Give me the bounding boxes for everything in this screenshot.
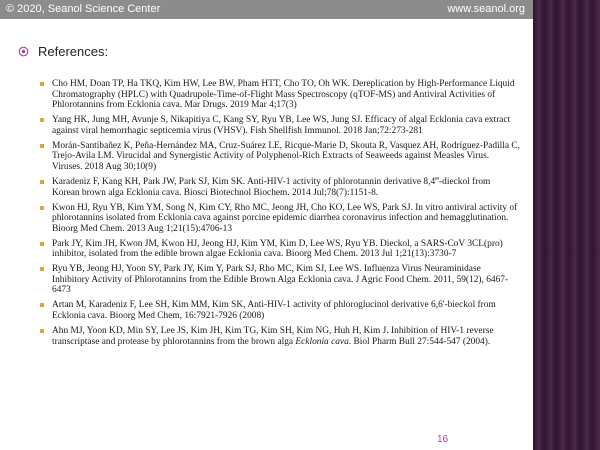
reference-text: Park JY, Kim JH, Kwon JM, Kwon HJ, Jeong HJ, Kim YM, Kim D, Lee WS, Ryu YB. Dieckol, a SARS-CoV 3CL(pro) inhibitor, isolated from the edible brown algae Ecklonia cava. Bioorg Med Chem. 2013 Jul 1;21(13):3730-7 [52, 238, 503, 260]
reference-text-species: Ecklonia cava [295, 336, 349, 347]
reference-item [40, 203, 520, 235]
reference-item [40, 141, 520, 173]
reference-item [40, 115, 520, 136]
reference-item [40, 239, 520, 260]
reference-text-before-italic: Ahn MJ, Yoon KD, Min SY, Lee JS, Kim JH, Kim TG, Kim SH, Kim NG, Huh H, Kim J. Inhibition of HIV-1 reverse transcriptase and protease by phlorotannins from the brown alga [52, 326, 494, 347]
square-bullet-icon [40, 82, 44, 86]
references-heading-text: References: [38, 44, 109, 59]
header-bar [0, 0, 533, 19]
website-link[interactable]: www.seanol.org [447, 3, 525, 15]
reference-text: Karadeniz F, Kang KH, Park JW, Park SJ, Kim SK. Anti-HIV-1 activity of phlorotannin derivative 8,4‴-dieckol from Korean brown alga Ecklonia cava. Biosci Biotechnol Biochem. 2014 Jul;78(7):1151-8. [52, 176, 491, 198]
references-heading [18, 44, 108, 59]
reference-item [40, 177, 520, 198]
reference-text: Kwon HJ, Ryu YB, Kim YM, Song N, Kim CY, Rho MC, Jeong JH, Cho KO, Lee WS, Park SJ. In vitro antiviral activity of phlorotannins isolated from Ecklonia cava against porcine epidemic diarrhea coronavirus infection and hemagglutination. Bioorg Med Chem. 2013 Aug 1;21(15):4706-13 [52, 202, 518, 234]
reference-text: Cho HM, Doan TP, Ha TKQ, Kim HW, Lee BW, Pham HTT, Cho TO, Oh WK. Dereplication by High-Performance Liquid Chromatography (HPLC) with Quadrupole-Time-of-Flight Mass Spectroscopy (qTOF-MS) and Antiviral Activities of Phlorotannins from Ecklonia cava. Mar Drugs. 2019 Mar 4;17(3) [52, 79, 515, 111]
reference-text: Artan M, Karadeniz F, Lee SH, Kim MM, Kim SK, Anti-HIV-1 activity of phloroglucinol derivative 6,6'-bieckol from Ecklonia cava. Bioorg Med Chem, 16:7921-7926 (2008) [52, 300, 496, 322]
square-bullet-icon [40, 118, 44, 122]
reference-item [40, 300, 520, 321]
square-bullet-icon [40, 180, 44, 184]
reference-item [40, 326, 520, 347]
square-bullet-icon [40, 144, 44, 148]
reference-text: Morán-Santibañez K, Peña-Hernández MA, Cruz-Suárez LE, Ricque-Marie D, Skouta R, Vasquez AH, Rodríguez-Padilla C, Trejo-Avila LM. Virucidal and Synergistic Activity of Polyphenol-Rich Extracts of Seaweeds against Measles Virus. Viruses. 2018 Aug 30;10(9) [52, 140, 520, 172]
page-number: 16 [437, 434, 449, 445]
square-bullet-icon [40, 242, 44, 246]
decorative-sidebar [533, 0, 600, 450]
square-bullet-icon [40, 329, 44, 333]
reference-text-after-italic: . Biol Pharm Bull 27:544-547 (2004). [348, 336, 491, 347]
reference-item [40, 79, 520, 111]
square-bullet-icon [40, 267, 44, 271]
square-bullet-icon [40, 303, 44, 307]
sidebar-texture [533, 0, 600, 450]
reference-list [40, 79, 520, 352]
reference-text: Yang HK, Jung MH, Avunje S, Nikapitiya C, Kang SY, Ryu YB, Lee WS, Jung SJ. Efficacy of algal Ecklonia cava extract against viral hemorrhagic septicemia virus (VHSV). Fish Shellfish Immunol. 2018 Jan;72:273-281 [52, 115, 511, 136]
copyright-text: © 2020, Seanol Science Center [6, 3, 161, 15]
square-bullet-icon [40, 206, 44, 210]
circle-dot-icon [18, 46, 29, 57]
reference-text: Ryu YB, Jeong HJ, Yoon SY, Park JY, Kim Y, Park SJ, Rho MC, Kim SJ, Lee WS. Influenza Virus Neuraminidase Inhibitory Activity of Phlorotannins from the Edible Brown Alga Ecklonia cava. J Agric Food Chem. 2011, 59(12), 6467-6473 [52, 264, 509, 296]
reference-item [40, 264, 520, 296]
